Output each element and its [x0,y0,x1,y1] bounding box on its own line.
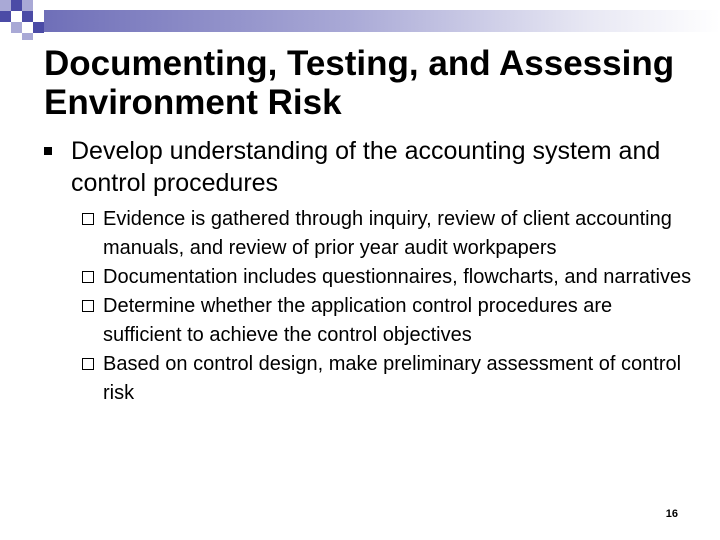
header-gradient-bar [44,10,720,32]
sub-bullet [82,205,692,263]
decor-square [11,0,22,11]
sub-bullet [82,350,692,408]
main-bullet-text: Develop understanding of the accounting system and control procedures [71,137,661,197]
decor-square [22,33,33,40]
checkbox-bullet-icon [82,271,94,283]
checkbox-bullet-icon [82,358,94,370]
checkbox-bullet-icon [82,213,94,225]
sub-bullet-list [82,205,692,408]
slide-title: Documenting, Testing, and Assessing Environment Risk [44,44,675,122]
sub-bullet-text: Documentation includes questionnaires, flowcharts, and narratives [103,266,692,288]
checkbox-bullet-icon [82,300,94,312]
decor-square [33,22,44,33]
sub-bullet [82,263,692,292]
square-bullet-icon [44,147,52,155]
corner-decoration [0,0,720,40]
decor-square [22,0,33,11]
decor-square [0,11,11,22]
sub-bullet-text: Evidence is gathered through inquiry, review of client accounting manuals, and review of prior year audit workpapers [103,208,672,259]
page-number: 16 [665,508,678,520]
decor-square [11,22,22,33]
decor-square [0,0,11,11]
sub-bullet-text: Based on control design, make preliminary assessment of control risk [103,353,682,404]
sub-bullet-text: Determine whether the application control procedures are sufficient to achieve the control objectives [103,295,613,346]
sub-bullet [82,292,692,350]
decor-square [22,11,33,22]
